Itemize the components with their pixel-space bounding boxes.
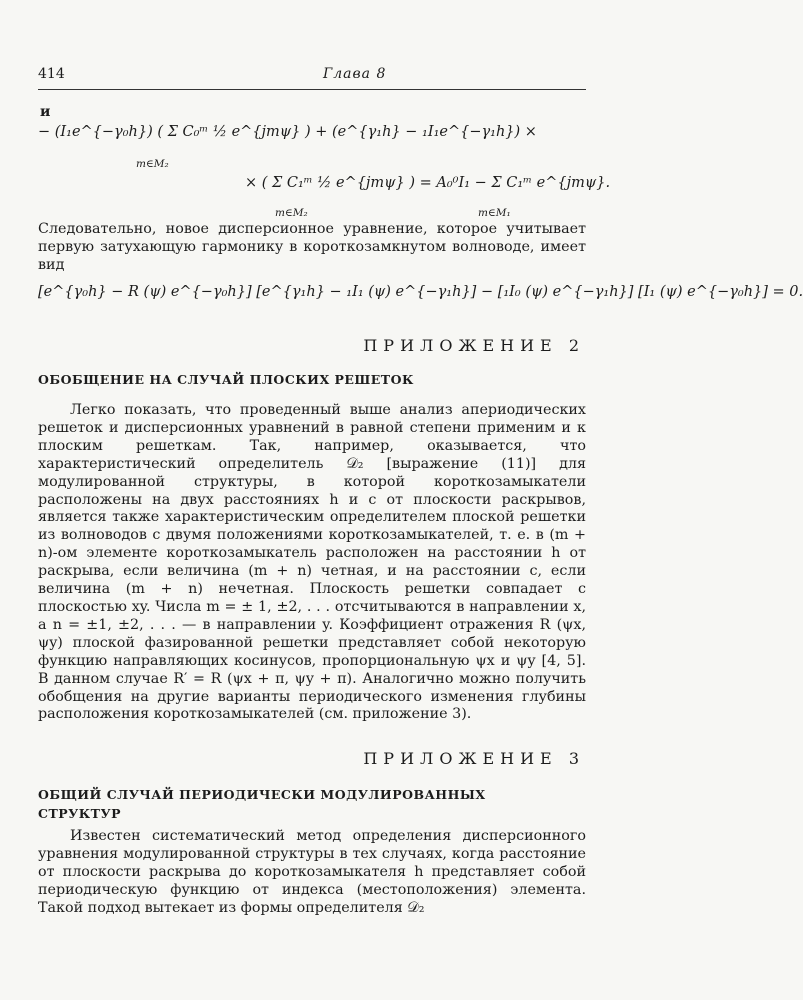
sum-index-2: m∈M₂ [275,207,308,219]
appendix-2-text: Легко показать, что проведенный выше анализ апериодических решеток и дисперсионных уравнений в равной степени применим и к плоским решеткам. Так, например, оказывается, что характеристический определитель 𝒟₂ [выражение (11)] для модулированной структуры, в которой короткозамыкатели расположены на двух расстояниях h и c от плоскости раскрывов, является также характеристическим определителем плоской решетки из волноводов с двумя положениями короткозамыкателей, т. е. в (m + n)-ом элементе короткозамыкатель расположен на расстоянии h от раскрыва, если величина (m + n) четная, и на расстоянии c, если величина (m + n) нечетная. Плоскость решетки совпадает с плоскостью xy. Числа m = ± 1, ±2, . . . отсчитываются в направлении x, а n = ±1, ±2, . . . — в направлении y. Коэффициент отражения R (ψx, ψy) плоской фазированной решетки представляет собой некоторую функцию направляющих косинусов, пропорциональную ψx и ψy [4, 5]. В данном случае R′ = R (ψx + π, ψy + π). Аналогично можно получить обобщения на другие варианты периодического изменения глубины расположения короткозамыкателей (см. приложение 3). [38,402,586,723]
running-header [38,66,586,86]
appendix-3-text: Известен систематический метод определения дисперсионного уравнения модулированной структуры в тех случаях, когда расстояние от плоскости раскрыва до короткозамыкателя h представляет собой периодическую функцию от индекса (местоположения) элемента. Такой подход вытекает из формы определителя 𝒟₂ [38,828,586,916]
equation-line-1: − (I₁e^{−γ₀h}) ( Σ C₀ᵐ ½ e^{jmψ} ) + (e^{γ₁h} − ₁I₁e^{−γ₁h}) × [38,124,537,140]
header-rule [38,89,586,90]
chapter-title: Глава 8 [323,66,387,82]
appendix-3-title: ОБЩИЙ СЛУЧАЙ ПЕРИОДИЧЕСКИ МОДУЛИРОВАННЫХ СТРУКТУР [38,787,486,821]
equation-line-2: × ( Σ C₁ᵐ ½ e^{jmψ} ) = A₀⁰I₁ − Σ C₁ᵐ e^{jmψ}. [245,175,611,191]
appendix-3-heading: ПРИЛОЖЕНИЕ 3 [363,749,585,768]
appendix-2-title: ОБОБЩЕНИЕ НА СЛУЧАЙ ПЛОСКИХ РЕШЕТОК [38,372,414,387]
sum-index-3: m∈M₁ [478,207,511,219]
page-number: 414 [38,66,65,82]
paragraph-dispersion-intro: Следовательно, новое дисперсионное уравнение, которое учитывает первую затухающую гармонику в короткозамкнутом волноводе, имеет вид [38,221,586,273]
conjunction-and: и [40,104,51,120]
dispersion-equation: [e^{γ₀h} − R (ψ) e^{−γ₀h}] [e^{γ₁h} − ₁I₁ (ψ) e^{−γ₁h}] − [₁I₀ (ψ) e^{−γ₁h}] [I₁ (ψ) e^{−γ₀h}] = 0. [38,284,803,300]
sum-index-1: m∈M₂ [136,158,169,170]
appendix-2-heading: ПРИЛОЖЕНИЕ 2 [363,336,585,355]
